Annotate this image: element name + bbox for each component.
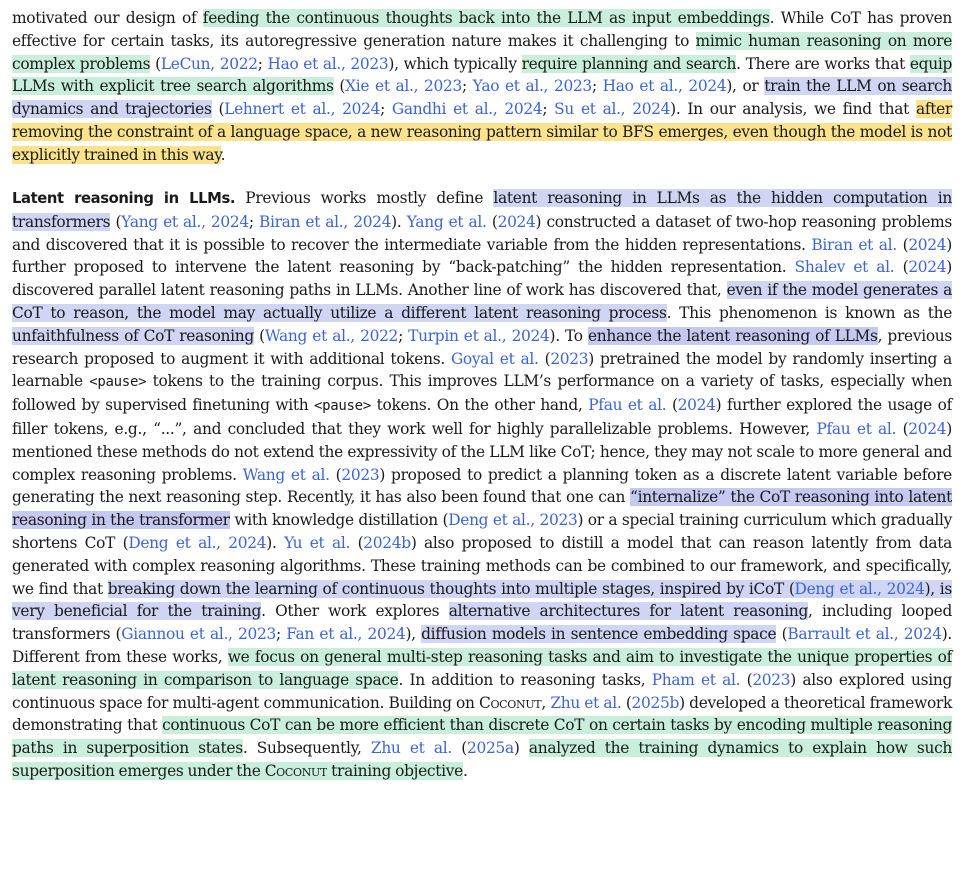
body-text: ),: [405, 625, 422, 644]
body-text: , previous research proposed to augment it with additional tokens.: [12, 326, 953, 368]
body-text: . Other work explores: [261, 602, 449, 621]
citation-link[interactable]: 2024b: [363, 533, 411, 552]
related-work-paragraph-latent-reasoning: [12, 187, 952, 783]
citation-link[interactable]: Zhu et al.: [370, 739, 452, 758]
body-text: , including looped transformers (: [12, 602, 953, 644]
body-text: ;: [257, 54, 268, 73]
citation-link[interactable]: Wang et al., 2022: [264, 326, 399, 345]
body-text: ) mentioned these methods do not extend the expressivity of the LLM like CoT; hence, they may not scale to more general and complex reasoning problems.: [12, 419, 952, 484]
citation-link[interactable]: Yang et al., 2024: [121, 212, 249, 231]
body-text: ) further proposed to intervene the latent reasoning by “back-patching” the hidden representation.: [12, 235, 952, 277]
citation-link[interactable]: 2025b: [631, 693, 680, 712]
body-text: Previous works mostly define: [235, 189, 494, 207]
highlight-green: analyzed the training dynamics to explain how such superposition emerges under the: [12, 739, 953, 780]
body-text: with knowledge distillation (: [229, 511, 449, 530]
citation-link[interactable]: 2023: [341, 465, 380, 484]
highlight-green: we focus on general multi-step reasoning tasks and aim to investigate the unique properties of latent reasoning in comparison to language space: [12, 647, 952, 689]
citation-link[interactable]: Turpin et al., 2024: [408, 326, 550, 345]
body-text: ) also explored using continuous space for multi-agent communication. Building on: [12, 670, 953, 712]
body-text: ).: [266, 533, 285, 552]
body-text: (: [451, 739, 467, 758]
citation-link[interactable]: 2025a: [467, 739, 514, 758]
body-text: (: [253, 326, 265, 345]
highlight-blue: unfaithfulness of CoT reasoning: [12, 326, 254, 345]
body-text: ) or a special training curriculum which gradually shortens CoT (: [12, 511, 952, 552]
highlight-green: mimic human reasoning on more complex problems: [12, 31, 953, 73]
citation-link[interactable]: 2024: [497, 212, 536, 231]
method-name: Coconut: [264, 761, 328, 780]
highlight-blue: ), is very beneficial for the training: [12, 579, 952, 621]
body-text: ) constructed a dataset of two-hop reasoning problems and discovered that it is possible to recover the intermediate variable from the hidden representations.: [12, 212, 953, 254]
citation-link[interactable]: Pfau et al.: [816, 419, 897, 438]
body-text: ). Different from these works,: [12, 625, 953, 666]
body-text: . In addition to reasoning tasks,: [398, 670, 652, 689]
related-work-paragraph-planning: [12, 7, 952, 167]
body-text: (: [350, 533, 364, 552]
body-text: (: [896, 419, 909, 438]
body-text: ;: [542, 100, 555, 119]
citation-link[interactable]: Zhu et al.: [550, 693, 622, 712]
citation-link[interactable]: Wang et al.: [242, 465, 330, 484]
body-text: tokens to the training corpus. This improves LLM’s performance on a variety of tasks, especially when followed by supervised finetuning with: [12, 372, 952, 415]
citation-link[interactable]: LeCun, 2022: [160, 54, 258, 73]
citation-link[interactable]: 2024: [677, 396, 716, 415]
highlight-green: equip LLMs with explicit tree search algorithms: [12, 54, 952, 96]
body-text: (: [776, 625, 788, 644]
highlight-blue: alternative architectures for latent reasoning: [448, 602, 809, 621]
body-text: ) further explored the usage of filler tokens, e.g., “...”, and concluded that they work well for highly parallelizable problems. However,: [12, 396, 952, 438]
body-text: . This phenomenon is known as the: [666, 303, 952, 322]
citation-link[interactable]: Su et al., 2024: [554, 100, 671, 119]
body-text: (: [621, 693, 632, 712]
highlight-green: training objective: [327, 761, 463, 780]
body-text: ) developed a theoretical framework demonstrating that: [12, 693, 952, 735]
body-text: ;: [275, 625, 287, 644]
body-text: (: [896, 235, 909, 254]
body-text: (: [740, 670, 753, 689]
citation-link[interactable]: Barrault et al., 2024: [787, 625, 942, 644]
highlight-purple: enhance the latent reasoning of LLMs: [587, 326, 878, 345]
body-text: (: [211, 100, 225, 119]
highlight-green: require planning and search: [521, 54, 737, 73]
body-text: (: [333, 77, 346, 96]
citation-link[interactable]: Pham et al.: [651, 670, 741, 689]
body-text: motivated our design of: [12, 9, 203, 27]
citation-link[interactable]: Biran et al.: [811, 235, 897, 254]
highlight-blue: train the LLM on search dynamics and trajectories: [12, 77, 952, 119]
body-text: ). In our analysis, we find that: [670, 100, 916, 119]
citation-link[interactable]: 2024: [908, 258, 947, 277]
body-text: ), which typically: [388, 54, 522, 73]
citation-link[interactable]: 2024: [908, 419, 947, 438]
method-name: Coconut: [478, 693, 542, 712]
code-token: <pause>: [314, 398, 371, 415]
citation-link[interactable]: Yao et al., 2023: [472, 77, 592, 96]
body-text: (: [329, 465, 342, 484]
body-text: . There are works that: [736, 54, 910, 73]
body-text: ;: [461, 77, 473, 96]
body-text: . Subsequently,: [242, 739, 371, 758]
citation-link[interactable]: Yang et al.: [406, 212, 487, 231]
body-text: .: [462, 761, 468, 780]
body-text: ).: [391, 212, 407, 231]
body-text: .: [220, 145, 226, 164]
body-text: (: [894, 258, 909, 277]
citation-link[interactable]: Pfau et al.: [588, 396, 667, 415]
highlight-blue: breaking down the learning of continuous thoughts into multiple stages, inspired by iCoT (: [107, 579, 795, 598]
body-text: . While CoT has proven effective for certain tasks, its autoregressive generation nature makes it challenging to: [12, 9, 953, 50]
highlight-green: continuous CoT can be more efficient than discrete CoT on certain tasks by encoding multiple reasoning paths in superposition states: [12, 716, 952, 758]
citation-link[interactable]: 2023: [752, 670, 791, 689]
citation-link[interactable]: Deng et al., 2024: [128, 533, 267, 552]
citation-link[interactable]: Deng et al., 2024: [794, 579, 925, 598]
citation-link[interactable]: Hao et al., 2024: [602, 77, 727, 96]
body-text: ) proposed to predict a planning token as a discrete latent variable before generating the next reasoning step. Recently, it has also been found that one can: [12, 465, 952, 507]
citation-link[interactable]: Gandhi et al., 2024: [391, 100, 543, 119]
citation-link[interactable]: Lehnert et al., 2024: [224, 100, 381, 119]
body-text: ), or: [726, 77, 765, 96]
code-token: <pause>: [89, 374, 147, 391]
body-text: ;: [380, 100, 392, 119]
body-text: (: [666, 396, 678, 415]
body-text: (: [150, 54, 161, 73]
body-text: (: [486, 212, 498, 231]
body-text: ;: [248, 212, 259, 231]
citation-link[interactable]: 2024: [908, 235, 947, 254]
citation-link[interactable]: 2023: [550, 349, 589, 368]
citation-link[interactable]: Hao et al., 2023: [267, 54, 389, 73]
highlight-green: feeding the continuous thoughts back into the LLM as input embeddings: [202, 9, 770, 27]
body-text: ) pretrained the model by randomly inserting a learnable: [12, 349, 952, 391]
body-text: ): [513, 739, 529, 758]
body-text: (: [110, 212, 122, 231]
highlight-blue: even if the model generates a CoT to reason, the model may actually utilize a different latent reasoning process: [12, 281, 952, 322]
citation-link[interactable]: Deng et al., 2023: [448, 511, 578, 530]
body-text: ;: [398, 326, 409, 345]
body-text: ) also proposed to distill a model that can reason latently from data generated with complex reasoning algorithms. These training methods can be combined to our framework, and specifically, we find that: [12, 533, 953, 598]
citation-link[interactable]: Fan et al., 2024: [286, 625, 406, 644]
body-text: ). To: [549, 326, 588, 345]
body-text: ;: [591, 77, 603, 96]
body-text: ) discovered parallel latent reasoning paths in LLMs. Another line of work has discovered that,: [12, 258, 952, 300]
highlight-blue: diffusion models in sentence embedding space: [421, 625, 777, 644]
paragraph-heading: Latent reasoning in LLMs.: [12, 190, 236, 207]
citation-link[interactable]: Giannou et al., 2023: [121, 625, 276, 644]
highlight-yellow: after removing the constraint of a language space, a new reasoning pattern similar to BFS emerges, even though the model is not explicitly trained in this way: [12, 100, 953, 164]
citation-link[interactable]: Biran et al., 2024: [258, 212, 392, 231]
citation-link[interactable]: Shalev et al.: [794, 258, 895, 277]
highlight-purple: “internalize” the CoT reasoning into latent reasoning in the transformer: [12, 488, 953, 530]
citation-link[interactable]: Yu et al.: [284, 533, 351, 552]
highlight-blue: latent reasoning in LLMs as the hidden computation in transformers: [12, 189, 952, 231]
citation-link[interactable]: Goyal et al.: [450, 349, 539, 368]
body-text: tokens. On the other hand,: [370, 396, 589, 415]
body-text: (: [538, 349, 551, 368]
citation-link[interactable]: Xie et al., 2023: [345, 77, 462, 96]
body-text: ,: [541, 693, 551, 712]
